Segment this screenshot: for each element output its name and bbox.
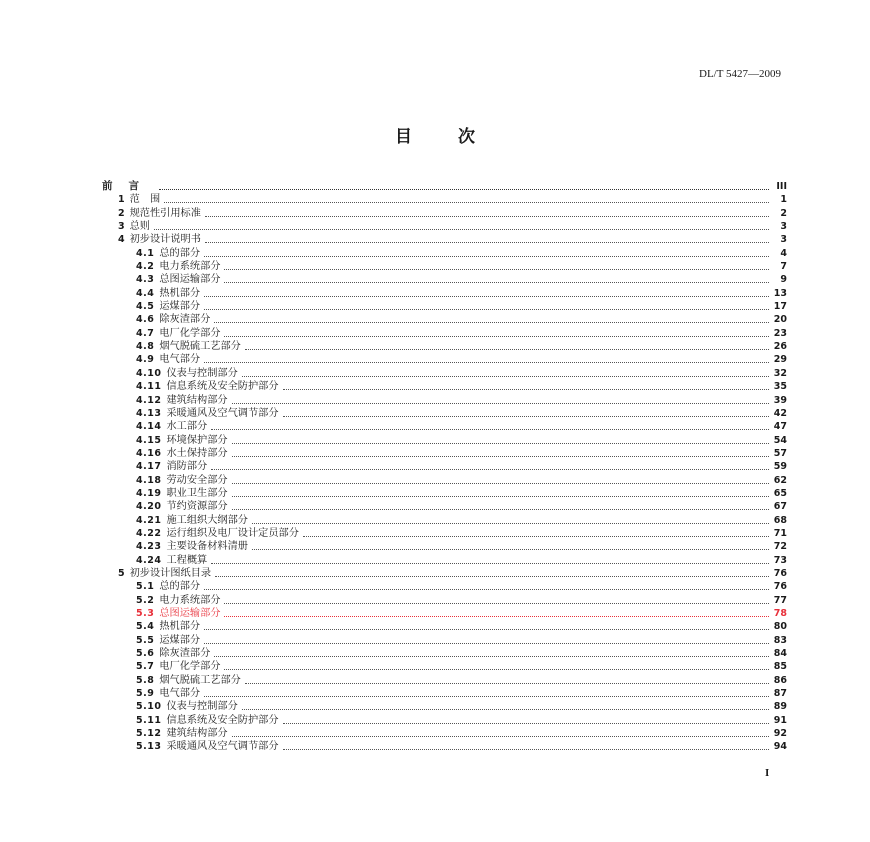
toc-entry-label: 运煤部分: [159, 301, 201, 313]
toc-entry-label: 总的部分: [159, 581, 201, 593]
toc-entry-label: 电气部分: [159, 354, 201, 366]
toc-entry-label: 劳动安全部分: [166, 474, 228, 486]
toc-entry[interactable]: [102, 171, 787, 193]
dot-leader: [252, 523, 769, 524]
toc-entry-number: 5.2: [136, 594, 155, 606]
toc-entry-page: 7: [780, 261, 787, 273]
toc-entry-number: 5.5: [136, 634, 155, 646]
dot-leader: [205, 216, 769, 217]
toc-entry[interactable]: [102, 553, 787, 566]
dot-leader: [204, 296, 769, 297]
toc-entry[interactable]: [102, 607, 787, 620]
toc-entry-number: 1: [118, 194, 125, 206]
toc-entry[interactable]: [102, 500, 787, 513]
toc-entry[interactable]: [102, 393, 787, 406]
toc-entry-page: 59: [773, 461, 787, 473]
page-number: I: [765, 767, 770, 779]
toc-entry[interactable]: [102, 487, 787, 500]
toc-entry-label: 建筑结构部分: [166, 394, 228, 406]
dot-leader: [224, 336, 769, 337]
toc-entry-page: 42: [773, 407, 787, 419]
dot-leader: [232, 403, 769, 404]
toc-entry[interactable]: [102, 433, 787, 446]
toc-entry-page: 84: [773, 648, 787, 660]
toc-entry-number: 5.3: [136, 608, 155, 619]
toc-entry[interactable]: [102, 513, 787, 526]
toc-entry-number: 4.8: [136, 341, 155, 353]
toc-entry-page: 32: [773, 367, 787, 379]
toc-entry-number: 5.4: [136, 621, 155, 633]
toc-entry[interactable]: [102, 700, 787, 713]
toc-entry[interactable]: [102, 633, 787, 646]
dot-leader: [214, 656, 769, 657]
dot-leader: [283, 416, 769, 417]
toc-entry-label: 总图运输部分: [159, 274, 221, 286]
toc-entry[interactable]: [102, 420, 787, 433]
toc-entry-label: 初步设计图纸目录: [129, 567, 212, 579]
toc-entry[interactable]: [102, 473, 787, 486]
toc-entry-page: 17: [773, 301, 787, 313]
toc-entry-page: 80: [773, 621, 787, 633]
toc-entry-page: 23: [773, 327, 787, 339]
dot-leader: [224, 282, 769, 283]
toc-entry-label: 热机部分: [159, 621, 201, 633]
dot-leader: [232, 456, 769, 457]
dot-leader: [211, 469, 769, 470]
toc-entry-label: 工程概算: [166, 554, 208, 566]
toc-entry-page: 47: [773, 421, 787, 433]
toc-entry-number: 4.2: [136, 261, 155, 273]
toc-entry-page: 68: [773, 514, 787, 526]
dot-leader: [245, 349, 769, 350]
toc-entry[interactable]: [102, 713, 787, 726]
toc-entry-page: 77: [773, 594, 787, 606]
toc-entry-label: 除灰渣部分: [159, 648, 211, 660]
dot-leader: [303, 536, 769, 537]
toc-entry-page: 85: [773, 661, 787, 673]
toc-entry[interactable]: [102, 286, 787, 299]
toc-entry-page: 67: [773, 501, 787, 513]
toc-entry-page: 39: [773, 394, 787, 406]
toc-entry[interactable]: [102, 273, 787, 286]
toc-entry-number: 4.15: [136, 434, 162, 446]
toc-entry-label: 总的部分: [159, 247, 201, 259]
toc-entry-number: 5.1: [136, 581, 155, 593]
toc-entry-number: 5.6: [136, 648, 155, 660]
toc-entry[interactable]: [102, 447, 787, 460]
toc-entry-label: 信息系统及安全防护部分: [166, 381, 279, 393]
toc-entry-page: 73: [773, 554, 787, 566]
toc-entry-number: 4.6: [136, 314, 155, 326]
toc-entry[interactable]: [102, 353, 787, 366]
dot-leader: [205, 242, 769, 243]
toc-entry-label: 仪表与控制部分: [166, 367, 238, 379]
toc-entry-label: 仪表与控制部分: [166, 701, 238, 713]
toc-entry-number: 4.21: [136, 514, 162, 526]
toc-entry[interactable]: [102, 233, 787, 246]
dot-leader: [204, 696, 769, 697]
toc-entry-number: 4.14: [136, 421, 162, 433]
toc-entry-page: 3: [780, 221, 787, 233]
toc-entry-page: 54: [773, 434, 787, 446]
dot-leader: [224, 603, 769, 604]
toc-entry-label: 电力系统部分: [159, 594, 221, 606]
toc-entry-number: 4.12: [136, 394, 162, 406]
toc-entry-number: 4.19: [136, 487, 162, 499]
toc-entry[interactable]: [102, 220, 787, 233]
toc-entry-page: 83: [773, 634, 787, 646]
toc-entry-number: 2: [118, 207, 125, 219]
toc-entry-number: 4.22: [136, 527, 162, 539]
toc-entry[interactable]: [102, 687, 787, 700]
dot-leader: [215, 576, 769, 577]
toc-entry-page: 78: [773, 608, 787, 619]
toc-entry-page: 20: [773, 314, 787, 326]
toc-entry-number: 5: [118, 567, 125, 579]
toc-entry[interactable]: [102, 527, 787, 540]
toc-entry[interactable]: [102, 366, 787, 379]
dot-leader: [204, 309, 769, 310]
dot-leader: [204, 643, 769, 644]
toc-entry-number: 4: [118, 234, 125, 246]
table-of-contents: [102, 171, 787, 753]
toc-entry-label: 运煤部分: [159, 634, 201, 646]
toc-entry-page: 87: [773, 688, 787, 700]
dot-leader: [245, 683, 769, 684]
toc-entry-page: 35: [773, 381, 787, 393]
toc-entry-page: 92: [773, 728, 787, 740]
toc-entry-number: 4.18: [136, 474, 162, 486]
toc-entry-label: 信息系统及安全防护部分: [166, 714, 279, 726]
toc-entry-page: 76: [773, 567, 787, 579]
toc-entry-number: 4.23: [136, 541, 162, 553]
toc-entry-label: 除灰渣部分: [159, 314, 211, 326]
toc-entry-label: 规范性引用标准: [129, 207, 201, 219]
toc-entry-number: 5.8: [136, 674, 155, 686]
toc-entry-number: 5.10: [136, 701, 162, 713]
dot-leader: [204, 362, 769, 363]
toc-entry[interactable]: [102, 313, 787, 326]
toc-entry[interactable]: [102, 540, 787, 553]
toc-entry[interactable]: [102, 740, 787, 753]
toc-entry-label: 建筑结构部分: [166, 728, 228, 740]
dot-leader: [224, 669, 769, 670]
dot-leader: [204, 256, 769, 257]
toc-entry-number: 4.16: [136, 447, 162, 459]
toc-entry-label: 节约资源部分: [166, 501, 228, 513]
toc-entry-number: 4.1: [136, 247, 155, 259]
toc-entry[interactable]: [102, 260, 787, 273]
toc-entry-label: 采暖通风及空气调节部分: [166, 741, 279, 753]
toc-entry[interactable]: [102, 407, 787, 420]
toc-entry-page: 57: [773, 447, 787, 459]
toc-entry-page: 9: [780, 274, 787, 286]
dot-leader: [242, 376, 769, 377]
dot-leader: [232, 496, 769, 497]
dot-leader: [214, 322, 769, 323]
toc-entry-label: 总图运输部分: [159, 608, 221, 619]
toc-entry-page: 26: [773, 341, 787, 353]
toc-entry-label: 初步设计说明书: [129, 234, 201, 246]
toc-entry-number: 4.24: [136, 554, 162, 566]
toc-entry-number: 4.20: [136, 501, 162, 513]
toc-entry-label: 施工组织大纲部分: [166, 514, 248, 526]
toc-entry[interactable]: [102, 193, 787, 206]
toc-entry-label: 电厂化学部分: [159, 327, 221, 339]
toc-entry-label: 电力系统部分: [159, 261, 221, 273]
toc-entry-number: 5.12: [136, 728, 162, 740]
dot-leader: [224, 616, 769, 617]
toc-entry[interactable]: [102, 620, 787, 633]
toc-entry[interactable]: [102, 460, 787, 473]
toc-entry-page: 65: [773, 487, 787, 499]
toc-entry-page: 89: [773, 701, 787, 713]
dot-leader: [211, 563, 769, 564]
dot-leader: [283, 389, 769, 390]
toc-entry-number: 5.7: [136, 661, 155, 673]
toc-entry-page: 13: [773, 287, 787, 299]
toc-entry-label: 水工部分: [166, 421, 208, 433]
toc-entry-label: 环境保护部分: [166, 434, 228, 446]
toc-entry-label: 主要设备材料清册: [166, 541, 248, 553]
toc-entry[interactable]: [102, 206, 787, 219]
dot-leader: [164, 202, 769, 203]
toc-entry-page: 72: [773, 541, 787, 553]
dot-leader: [204, 629, 769, 630]
toc-entry[interactable]: [102, 326, 787, 339]
toc-entry-number: 4.11: [136, 381, 162, 393]
toc-entry-number: 5.9: [136, 688, 155, 700]
toc-entry-number: 4.10: [136, 367, 162, 379]
toc-entry[interactable]: [102, 727, 787, 740]
toc-entry-page: 4: [780, 247, 787, 259]
page-title: 目次: [395, 127, 521, 147]
toc-entry-page: III: [776, 181, 787, 192]
dot-leader: [252, 549, 769, 550]
dot-leader: [232, 483, 769, 484]
toc-entry-page: 29: [773, 354, 787, 366]
dot-leader: [211, 429, 769, 430]
toc-entry-label: 水土保持部分: [166, 447, 228, 459]
toc-entry-page: 86: [773, 674, 787, 686]
toc-entry-label: 范 围: [129, 194, 161, 206]
dot-leader: [154, 229, 769, 230]
toc-entry-page: 76: [773, 581, 787, 593]
toc-entry-number: 4.17: [136, 461, 162, 473]
toc-entry-label: 热机部分: [159, 287, 201, 299]
dot-leader: [232, 443, 769, 444]
toc-entry-number: 5.13: [136, 741, 162, 753]
toc-entry-label: 消防部分: [166, 461, 208, 473]
toc-entry[interactable]: [102, 380, 787, 393]
toc-entry-number: 4.5: [136, 301, 155, 313]
toc-entry[interactable]: [102, 580, 787, 593]
toc-entry-page: 3: [780, 234, 787, 246]
toc-entry-number: 4.4: [136, 287, 155, 299]
dot-leader: [232, 736, 769, 737]
toc-entry[interactable]: [102, 300, 787, 313]
toc-entry[interactable]: [102, 660, 787, 673]
toc-entry-label: 电厂化学部分: [159, 661, 221, 673]
toc-entry-page: 91: [773, 714, 787, 726]
toc-entry-page: 62: [773, 474, 787, 486]
document-code: DL/T 5427—2009: [699, 68, 781, 80]
toc-entry[interactable]: [102, 593, 787, 606]
dot-leader: [159, 189, 769, 190]
dot-leader: [283, 749, 769, 750]
toc-entry-label: 总则: [129, 221, 150, 233]
toc-entry-page: 94: [773, 741, 787, 753]
dot-leader: [283, 723, 769, 724]
dot-leader: [232, 509, 769, 510]
toc-entry-label: 前言: [102, 180, 155, 192]
toc-entry[interactable]: [102, 340, 787, 353]
toc-entry-label: 电气部分: [159, 688, 201, 700]
toc-entry-number: 3: [118, 221, 125, 233]
toc-entry-label: 烟气脱硫工艺部分: [159, 674, 241, 686]
toc-entry-number: 4.13: [136, 407, 162, 419]
dot-leader: [224, 269, 769, 270]
toc-entry[interactable]: [102, 647, 787, 660]
toc-entry-page: 71: [773, 527, 787, 539]
toc-entry[interactable]: [102, 246, 787, 259]
toc-entry-page: 2: [780, 207, 787, 219]
toc-entry-label: 采暖通风及空气调节部分: [166, 407, 279, 419]
toc-entry-number: 4.3: [136, 274, 155, 286]
toc-entry-label: 职业卫生部分: [166, 487, 228, 499]
toc-entry-number: 5.11: [136, 714, 162, 726]
toc-entry[interactable]: [102, 567, 787, 580]
dot-leader: [204, 589, 769, 590]
toc-entry-number: 4.9: [136, 354, 155, 366]
toc-entry-label: 运行组织及电厂设计定员部分: [166, 527, 299, 539]
toc-entry[interactable]: [102, 673, 787, 686]
toc-entry-label: 烟气脱硫工艺部分: [159, 341, 241, 353]
dot-leader: [242, 709, 769, 710]
toc-entry-page: 1: [780, 194, 787, 206]
toc-entry-number: 4.7: [136, 327, 155, 339]
